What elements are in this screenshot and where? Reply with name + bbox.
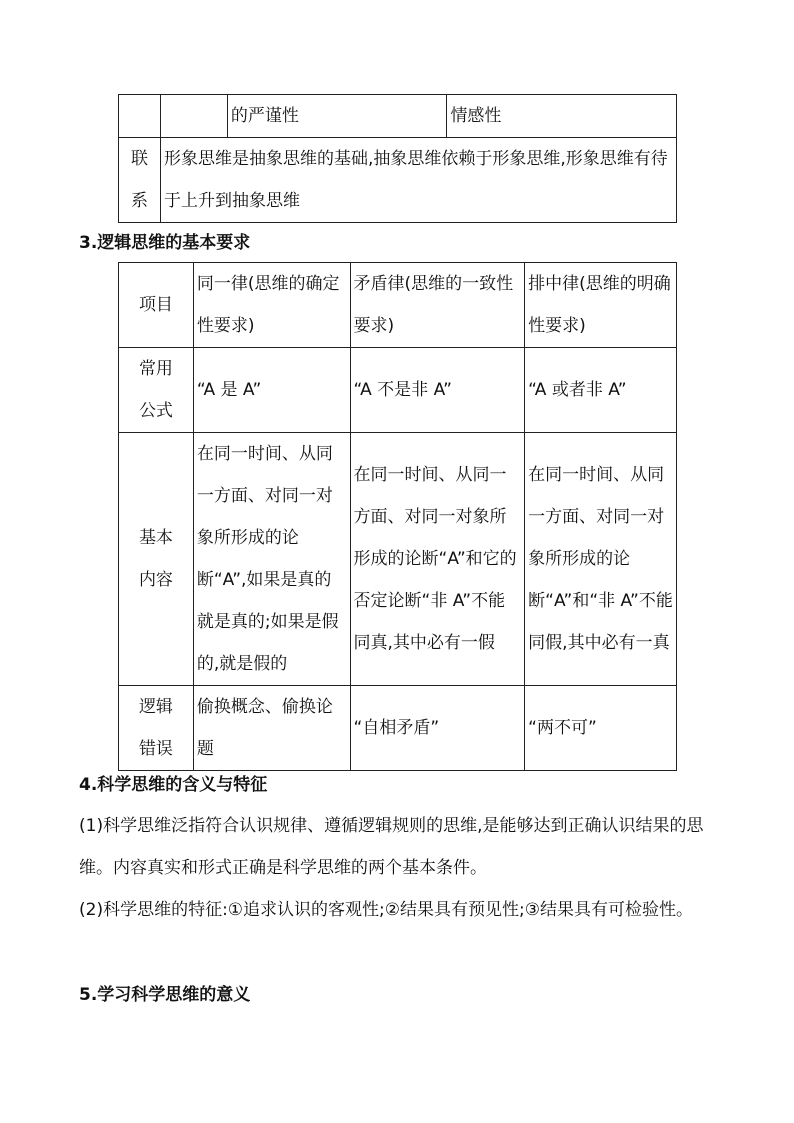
column-header: 项目 [119,263,194,348]
row-label-lianxi: 联系 [119,138,161,223]
table-header-row [119,263,677,348]
table-cell: 偷换概念、偷换论题 [193,686,350,771]
table-cell: “自相矛盾” [350,686,525,771]
row-label: 常用公式 [119,348,194,433]
section-3-heading: 3.逻辑思维的基本要求 [79,233,251,253]
column-header: 排中律(思维的明确性要求) [525,263,677,348]
column-header: 矛盾律(思维的一致性要求) [350,263,525,348]
table-cell: 的严谨性 [227,95,447,138]
table-cell: “两不可” [525,686,677,771]
column-header: 同一律(思维的确定性要求) [193,263,350,348]
table-row [119,686,677,771]
table-row [119,348,677,433]
row-label: 逻辑错误 [119,686,194,771]
table-cell: 在同一时间、从同一方面、对同一对象所形成的论断“A”,如果是真的就是真的;如果是假的,就是假的 [193,433,350,686]
logic-requirements-table [118,262,677,771]
table-cell: 在同一时间、从同一方面、对同一对象所形成的论断“A”和“非 A”不能同假,其中必有一真 [525,433,677,686]
table-cell: 情感性 [447,95,677,138]
table-row [119,433,677,686]
table-cell: “A 是 A” [193,348,350,433]
table-cell: “A 不是非 A” [350,348,525,433]
section-5-heading: 5.学习科学思维的意义 [79,985,251,1005]
table-cell: 在同一时间、从同一方面、对同一对象所形成的论断“A”和它的否定论断“非 A”不能同真,其中必有一假 [350,433,525,686]
comparison-table-continued [118,94,677,223]
table-row [119,95,677,138]
table-cell-empty [160,95,227,138]
section-4-heading: 4.科学思维的含义与特征 [79,775,268,795]
table-row [119,138,677,223]
row-label: 基本内容 [119,433,194,686]
table-cell-empty [119,95,161,138]
table-cell: 形象思维是抽象思维的基础,抽象思维依赖于形象思维,形象思维有待于上升到抽象思维 [160,138,676,223]
section-4-paragraph-2: (2)科学思维的特征:①追求认识的客观性;②结果具有预见性;③结果具有可检验性。 [79,900,693,920]
table-cell: “A 或者非 A” [525,348,677,433]
section-4-paragraph-1: (1)科学思维泛指符合认识规律、遵循逻辑规则的思维,是能够达到正确认识结果的思维。内容真实和形式正确是科学思维的两个基本条件。 [79,816,704,878]
